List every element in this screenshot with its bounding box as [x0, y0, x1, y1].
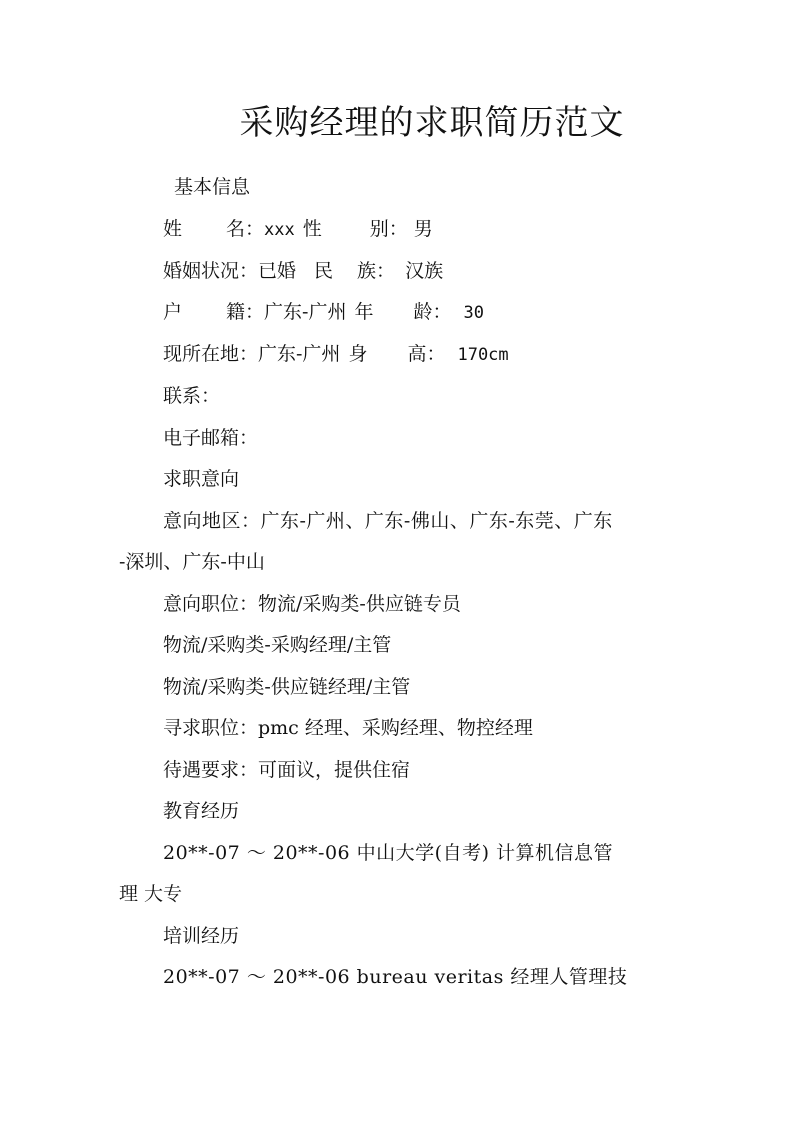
name-value: xxx — [264, 220, 295, 240]
gender-value: 男 — [413, 218, 433, 240]
section-training: 培训经历 — [163, 925, 240, 947]
height-label-2: 高： — [407, 343, 446, 365]
age-label-2: 龄： — [413, 301, 452, 323]
ethnic-label: 民 — [314, 260, 334, 282]
height-label: 身 — [348, 343, 368, 365]
section-basic-info: 基本信息 — [174, 176, 251, 198]
hukou-label-2: 籍： — [226, 301, 265, 323]
intention-area-line-1: 意向地区：广东-广州、广东-佛山、广东-东莞、广东 — [163, 510, 613, 532]
training-entry-line-1: 20**-07 ～ 20**-06 bureau veritas 经理人管理技 — [163, 966, 628, 988]
age-label: 年 — [354, 301, 374, 323]
intention-area-line-2: -深圳、广东-中山 — [119, 551, 265, 573]
hukou-age-row — [163, 299, 484, 326]
hukou-value: 广东-广州 — [264, 301, 347, 323]
marital-ethnic-row — [163, 258, 443, 284]
seek-position: 寻求职位：pmc 经理、采购经理、物控经理 — [163, 717, 533, 739]
hukou-label: 户 — [163, 301, 183, 323]
ethnic-label-2: 族： — [357, 260, 396, 282]
name-label-2: 名： — [226, 218, 265, 240]
section-education: 教育经历 — [163, 800, 240, 822]
document-title: 采购经理的求职简历范文 — [239, 103, 625, 143]
height-value: 170cm — [457, 345, 509, 365]
gender-label: 性 — [302, 218, 322, 240]
education-entry-line-1: 20**-07 ～ 20**-06 中山大学(自考) 计算机信息管 — [163, 842, 614, 864]
marital-label: 婚姻状况： — [163, 260, 259, 282]
ethnic-value: 汉族 — [405, 260, 444, 282]
gender-label-2: 别： — [369, 218, 408, 240]
marital-value: 已婚 — [258, 260, 297, 282]
section-job-intention: 求职意向 — [163, 468, 240, 490]
location-label: 现所在地： — [163, 343, 259, 365]
contact-label: 联系： — [163, 385, 221, 407]
location-height-row — [163, 341, 509, 368]
intention-position-1: 意向职位：物流/采购类-供应链专员 — [163, 593, 461, 615]
location-value: 广东-广州 — [258, 343, 341, 365]
age-value: 30 — [463, 303, 484, 323]
salary-requirement: 待遇要求：可面议，提供住宿 — [163, 759, 411, 781]
education-entry-line-2: 理 大专 — [119, 883, 183, 905]
intention-position-2: 物流/采购类-采购经理/主管 — [163, 634, 392, 656]
name-label: 姓 — [163, 218, 183, 240]
name-gender-row — [163, 216, 433, 243]
intention-position-3: 物流/采购类-供应链经理/主管 — [163, 676, 411, 698]
email-label: 电子邮箱： — [163, 427, 259, 449]
